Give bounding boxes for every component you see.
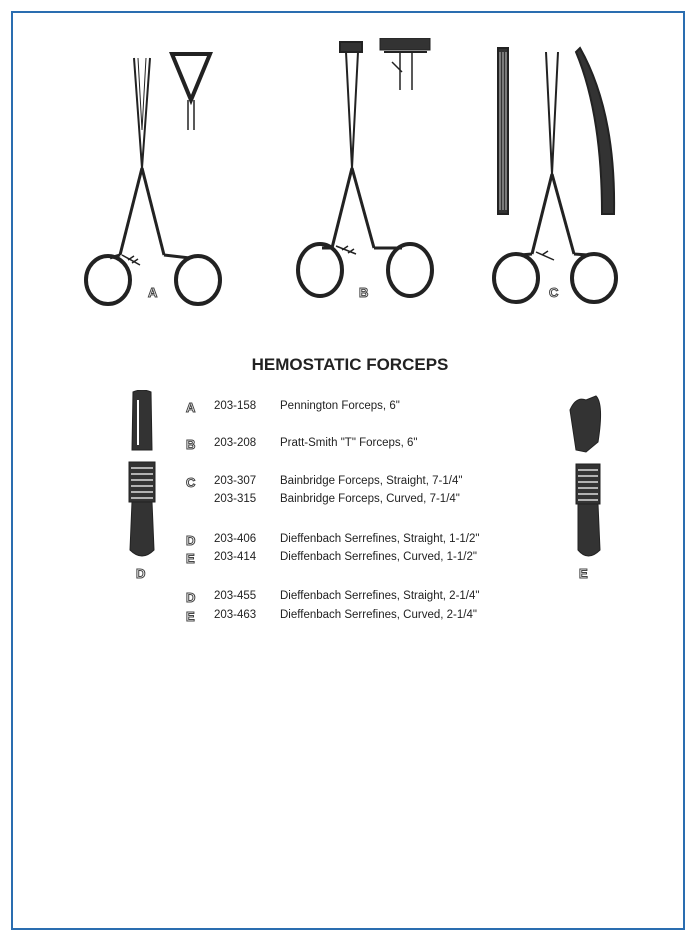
item-letter: A: [186, 400, 196, 415]
item-code: 203-406: [214, 533, 257, 545]
item-code: 203-414: [214, 551, 257, 563]
item-letter: B: [186, 437, 196, 452]
item-letter: E: [186, 551, 195, 566]
figure-label-d: D: [136, 566, 146, 581]
pennington-forceps-illustration: [80, 50, 230, 315]
figure-label-b: B: [359, 285, 369, 300]
item-code: 203-158: [214, 400, 257, 412]
item-description: Bainbridge Forceps, Curved, 7-1/4": [280, 493, 460, 505]
bainbridge-forceps-illustration: [490, 42, 620, 307]
item-description: Dieffenbach Serrefines, Curved, 1-1/2": [280, 551, 477, 563]
item-description: Bainbridge Forceps, Straight, 7-1/4": [280, 475, 463, 487]
item-letter: E: [186, 609, 195, 624]
item-code: 203-307: [214, 475, 257, 487]
item-description: Dieffenbach Serrefines, Straight, 2-1/4": [280, 590, 480, 602]
page-title: HEMOSTATIC FORCEPS: [251, 355, 449, 374]
item-code: 203-455: [214, 590, 257, 602]
item-code: 203-463: [214, 609, 257, 621]
item-description: Pratt-Smith "T" Forceps, 6": [280, 437, 418, 449]
item-letter: D: [186, 533, 196, 548]
figure-label-c: C: [549, 285, 559, 300]
item-code: 203-315: [214, 493, 257, 505]
item-letter: C: [186, 475, 196, 490]
serrefine-straight-illustration: [124, 390, 160, 565]
pratt-smith-forceps-illustration: [292, 38, 442, 308]
item-code: 203-208: [214, 437, 257, 449]
item-description: Dieffenbach Serrefines, Curved, 2-1/4": [280, 609, 477, 621]
serrefine-curved-illustration: [566, 392, 606, 564]
figure-label-e: E: [579, 566, 588, 581]
item-description: Pennington Forceps, 6": [280, 400, 400, 412]
figure-label-a: A: [148, 285, 158, 300]
item-description: Dieffenbach Serrefines, Straight, 1-1/2": [280, 533, 480, 545]
item-letter: D: [186, 590, 196, 605]
